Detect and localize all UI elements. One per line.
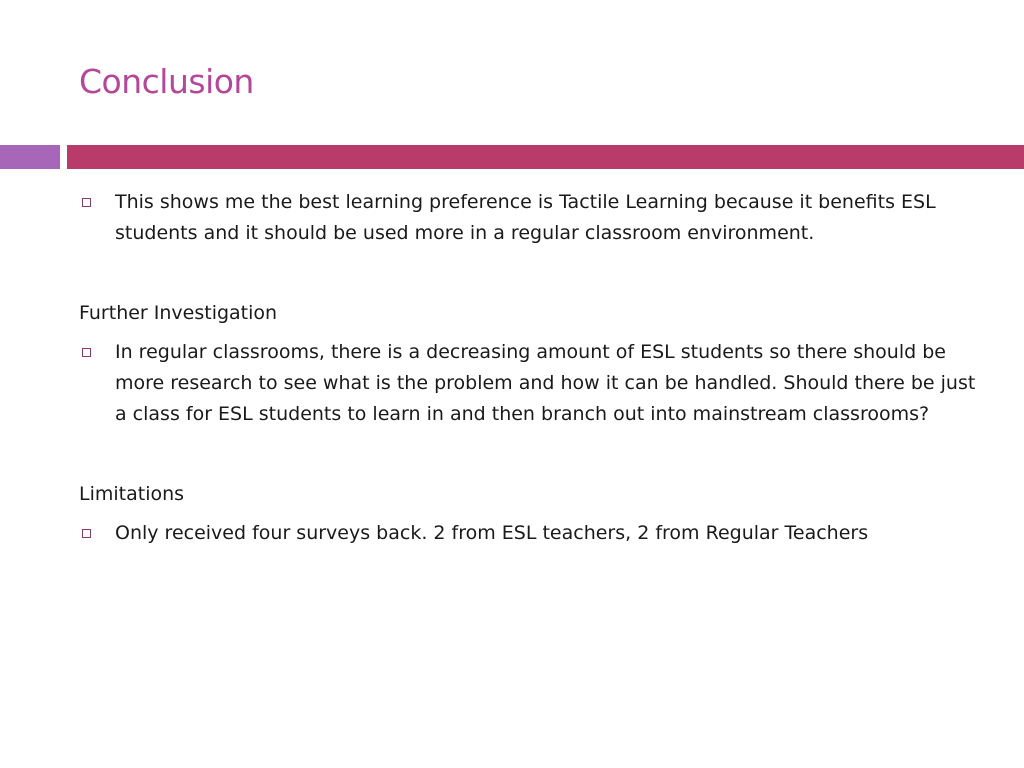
bullet-item-limitations	[79, 518, 979, 549]
square-bullet-icon	[82, 348, 91, 357]
slide-title: Conclusion	[79, 62, 254, 101]
bullet-item-conclusion	[79, 187, 979, 249]
section-heading-limitations: Limitations	[79, 483, 185, 505]
slide-body	[79, 187, 979, 549]
spacer	[79, 510, 979, 518]
square-bullet-icon	[82, 198, 91, 207]
bullet-item-further-investigation	[79, 337, 979, 430]
bullet-text: Only received four surveys back. 2 from ESL teachers, 2 from Regular Teachers	[115, 522, 869, 544]
accent-bar-left	[0, 145, 60, 169]
section-heading-further-investigation: Further Investigation	[79, 302, 278, 324]
square-bullet-icon	[82, 529, 91, 538]
spacer	[79, 249, 979, 298]
spacer	[79, 329, 979, 337]
accent-bar-right	[67, 145, 1024, 169]
bullet-text: This shows me the best learning preference is Tactile Learning because it benefits ESL students and it should be used more in a regular classroom environment.	[115, 191, 936, 244]
bullet-text: In regular classrooms, there is a decreasing amount of ESL students so there should be more research to see what is the problem and how it can be handled. Should there be just a class for ESL students to learn in and then branch out into mainstream classrooms?	[115, 341, 976, 425]
spacer	[79, 430, 979, 479]
